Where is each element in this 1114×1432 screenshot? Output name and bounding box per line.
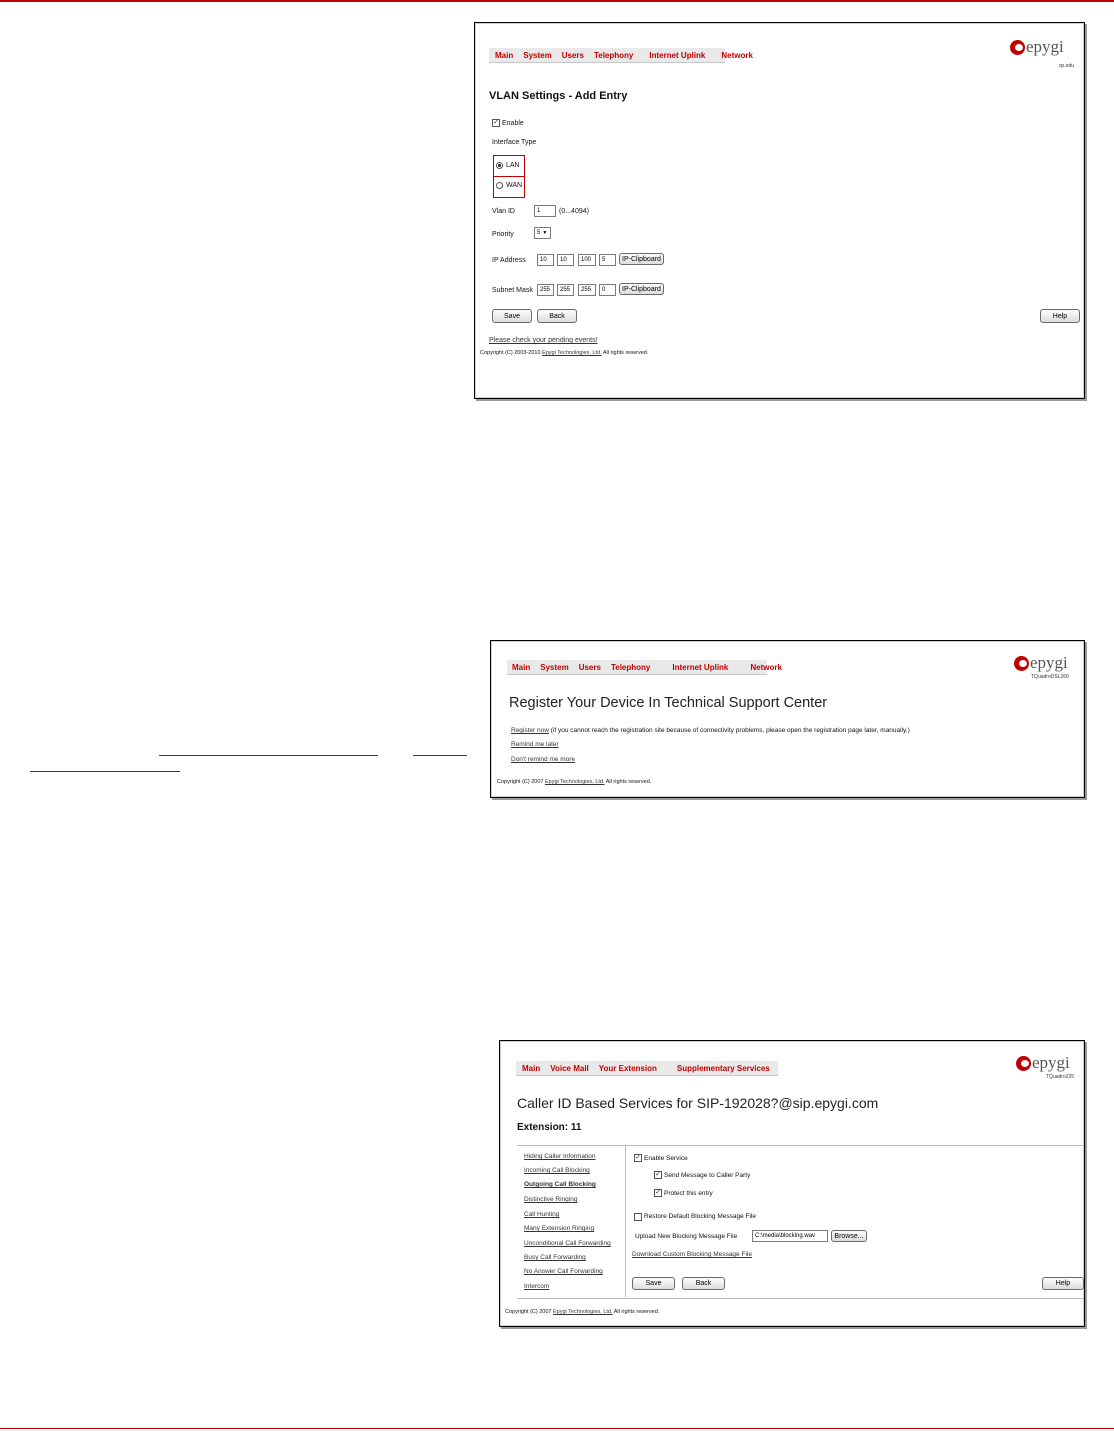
logo-word: epygi xyxy=(1032,1053,1070,1072)
logo-model: TQuadro225 xyxy=(1046,1074,1075,1080)
browse-button[interactable]: Browse... xyxy=(831,1230,867,1242)
menu-network[interactable]: Network xyxy=(721,50,753,60)
wan-label: WAN xyxy=(506,182,523,189)
dont-remind-link[interactable]: Don't remind me more xyxy=(511,756,576,763)
priority-value: 5 xyxy=(537,230,541,236)
sidebar-item-outgoing-call-blocking[interactable]: Outgoing Call Blocking xyxy=(524,1181,596,1188)
copyright-suffix: All rights reserved. xyxy=(602,350,649,356)
ip-octet-3[interactable]: 100 xyxy=(578,254,596,266)
menu-voice-mail[interactable]: Voice Mail xyxy=(550,1063,589,1073)
ip-octet-1[interactable]: 10 xyxy=(537,254,554,266)
mask-octet-1[interactable]: 255 xyxy=(537,284,554,296)
menu-telephony[interactable]: Telephony xyxy=(593,50,634,60)
help-button[interactable]: Help xyxy=(1040,309,1080,323)
menu-your-extension[interactable]: Your Extension xyxy=(598,1063,657,1073)
sidebar-item-intercom[interactable]: Intercom xyxy=(524,1283,550,1290)
page-title: VLAN Settings - Add Entry xyxy=(489,90,628,102)
ip-octet-4[interactable]: 5 xyxy=(599,254,616,266)
lan-label: LAN xyxy=(506,162,520,169)
sidebar-item-busy-call-forwarding[interactable]: Busy Call Forwarding xyxy=(524,1254,586,1261)
footer-rule xyxy=(0,1428,1114,1429)
upload-label: Upload New Blocking Message File xyxy=(635,1233,738,1240)
priority-select[interactable] xyxy=(534,227,551,239)
vlan-range-hint: (0...4094) xyxy=(559,208,589,215)
menu-main[interactable]: Main xyxy=(495,50,514,60)
screenshot-caller-id-services xyxy=(499,1040,1085,1327)
logo-word: epygi xyxy=(1030,653,1068,672)
ip-clipboard-button[interactable]: IP-Clipboard xyxy=(619,253,664,265)
pending-events-link[interactable]: Please check your pending events! xyxy=(489,337,598,344)
sidebar-divider xyxy=(625,1146,626,1297)
epygi-logo-icon xyxy=(1014,656,1029,671)
menu-main[interactable]: Main xyxy=(522,1063,541,1073)
copyright-prefix: Copyright (C) 2007 xyxy=(497,779,544,785)
back-button[interactable]: Back xyxy=(682,1277,725,1290)
upload-file-input[interactable]: C:\media\blocking.wav xyxy=(752,1230,828,1242)
mask-octet-3[interactable]: 255 xyxy=(578,284,596,296)
sidebar-item-incoming-call-blocking[interactable]: Incoming Call Blocking xyxy=(524,1167,590,1174)
logo-model: TQuadroDSL260 xyxy=(1031,674,1069,680)
save-button[interactable]: Save xyxy=(632,1277,675,1290)
epygi-logo-icon xyxy=(1010,40,1025,55)
vlan-id-input[interactable]: 1 xyxy=(534,205,556,217)
chevron-down-icon: ▼ xyxy=(542,230,548,236)
enable-checkbox[interactable]: ✓ xyxy=(493,119,499,126)
vlan-id-label: Vlan ID xyxy=(492,208,515,215)
sidebar-item-distinctive-ringing[interactable]: Distinctive Ringing xyxy=(524,1196,578,1203)
save-button[interactable]: Save xyxy=(492,309,532,323)
company-link[interactable]: Epygi Technologies, Ltd. xyxy=(542,350,602,356)
ip-address-label: IP Address xyxy=(492,257,526,264)
sidebar-item-many-extension-ringing[interactable]: Many Extension Ringing xyxy=(524,1225,595,1232)
copyright xyxy=(480,350,648,356)
protect-entry-label: Protect this entry xyxy=(664,1190,713,1197)
menu-main[interactable]: Main xyxy=(512,662,531,672)
help-button[interactable]: Help xyxy=(1042,1277,1084,1290)
mask-octet-4[interactable]: 0 xyxy=(599,284,616,296)
restore-default-label: Restore Default Blocking Message File xyxy=(644,1213,756,1220)
register-now-link[interactable]: Register now xyxy=(511,727,549,734)
copyright xyxy=(505,1309,659,1315)
copyright-prefix: Copyright (C) 2003-2010 xyxy=(480,350,541,356)
link-underline-2 xyxy=(413,755,467,756)
remind-later-link[interactable]: Remind me later xyxy=(511,741,559,748)
screenshot-register-device xyxy=(490,640,1085,798)
protect-entry-checkbox[interactable]: ✓ xyxy=(655,1189,661,1196)
logo-word: epygi xyxy=(1026,37,1064,56)
back-button[interactable]: Back xyxy=(537,309,577,323)
send-message-label: Send Message to Caller Party xyxy=(664,1172,751,1179)
copyright-prefix: Copyright (C) 2007 xyxy=(505,1309,552,1315)
epygi-logo-icon xyxy=(1016,1056,1031,1071)
menu-internet-uplink[interactable]: Internet Uplink xyxy=(672,662,729,672)
restore-default-checkbox[interactable] xyxy=(634,1213,642,1221)
main-menu xyxy=(507,660,782,675)
content-frame xyxy=(517,1145,1084,1299)
main-menu xyxy=(516,1061,778,1076)
priority-label: Priority xyxy=(492,231,514,238)
link-underline-1 xyxy=(159,755,378,756)
company-link[interactable]: Epygi Technologies, Ltd. xyxy=(545,779,605,785)
copyright-suffix: All rights reserved. xyxy=(613,1309,660,1315)
epygi-logo xyxy=(1010,37,1064,57)
subnet-mask-label: Subnet Mask xyxy=(492,287,533,294)
menu-telephony[interactable]: Telephony xyxy=(610,662,651,672)
page-title: Register Your Device In Technical Support Center xyxy=(509,695,828,711)
logo-model: qx.edu xyxy=(1059,63,1075,69)
link-underline-3 xyxy=(30,771,180,772)
epygi-logo xyxy=(1014,653,1068,673)
header-rule xyxy=(0,0,1114,2)
sidebar-item-hiding-caller-information[interactable]: Hiding Caller Information xyxy=(524,1153,596,1160)
menu-internet-uplink[interactable]: Internet Uplink xyxy=(649,50,706,60)
main-menu xyxy=(489,48,753,63)
menu-system[interactable]: System xyxy=(523,50,552,60)
register-note: (if you cannot reach the registration site because of connectivity problems, please open the registration page later, manually.) xyxy=(550,727,910,734)
extension-label: Extension: 11 xyxy=(517,1122,582,1133)
enable-service-checkbox[interactable]: ✓ xyxy=(635,1154,641,1161)
wan-radio[interactable] xyxy=(496,182,503,189)
sidebar-item-unconditional-call-forwarding[interactable]: Unconditional Call Forwarding xyxy=(524,1240,611,1247)
epygi-logo xyxy=(1016,1053,1070,1073)
mask-octet-2[interactable]: 255 xyxy=(557,284,574,296)
sidebar-item-call-hunting[interactable]: Call Hunting xyxy=(524,1211,560,1218)
interface-type-label: Interface Type xyxy=(492,139,537,146)
screenshot-vlan-settings xyxy=(474,22,1085,399)
lan-radio[interactable] xyxy=(496,162,503,169)
enable-service-label: Enable Service xyxy=(644,1155,688,1162)
sidebar-item-no-answer-call-forwarding[interactable]: No Answer Call Forwarding xyxy=(524,1268,603,1275)
company-link[interactable]: Epygi Technologies, Ltd. xyxy=(553,1309,613,1315)
register-row xyxy=(511,727,910,734)
enable-label: Enable xyxy=(502,120,524,127)
menu-network[interactable]: Network xyxy=(750,662,782,672)
download-custom-link[interactable]: Download Custom Blocking Message File xyxy=(632,1251,752,1258)
mask-clipboard-button[interactable]: IP-Clipboard xyxy=(619,283,664,295)
menu-users[interactable]: Users xyxy=(578,662,601,672)
copyright-suffix: All rights reserved. xyxy=(605,779,652,785)
menu-system[interactable]: System xyxy=(540,662,569,672)
ip-octet-2[interactable]: 10 xyxy=(557,254,574,266)
copyright xyxy=(497,779,651,785)
menu-supplementary-services[interactable]: Supplementary Services xyxy=(676,1063,770,1073)
page-title: Caller ID Based Services for SIP-192028?@sip.epygi.com xyxy=(517,1095,879,1111)
send-message-checkbox[interactable]: ✓ xyxy=(655,1171,661,1178)
menu-users[interactable]: Users xyxy=(561,50,584,60)
